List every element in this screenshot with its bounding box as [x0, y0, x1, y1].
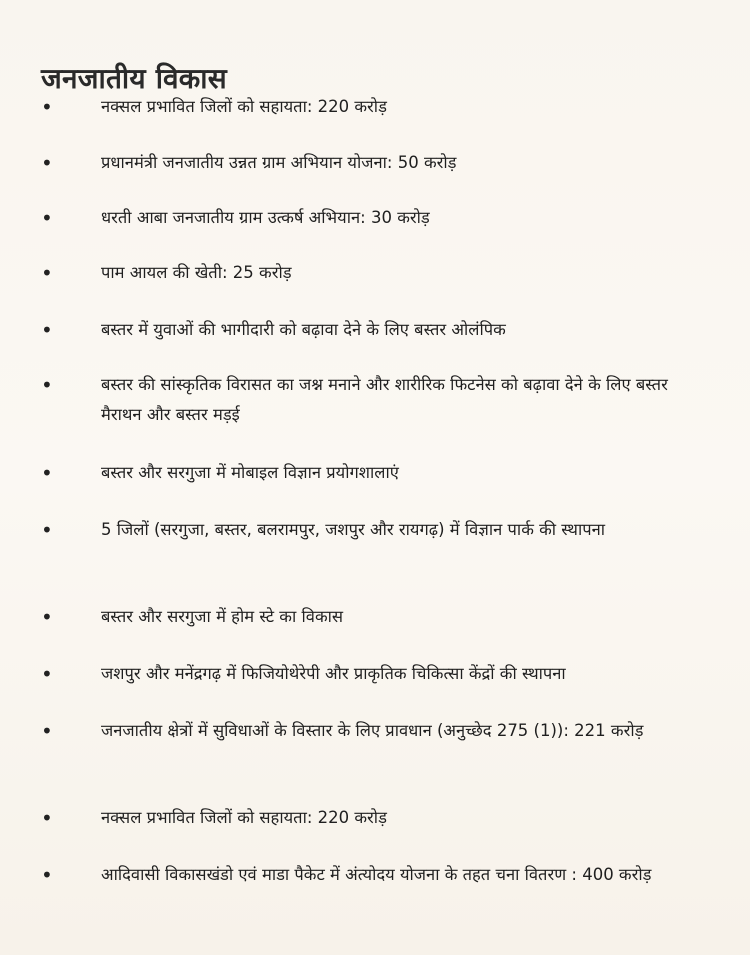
list-item-text: बस्तर की सांस्कृतिक विरासत का जश्न मनाने और शारीरिक फिटनेस को बढ़ावा देने के लिए बस्तर मैराथन और बस्तर मड़ई [101, 375, 668, 424]
list-item-text: बस्तर और सरगुजा में मोबाइल विज्ञान प्रयोगशालाएं [101, 463, 399, 482]
list-item-text: बस्तर और सरगुजा में होम स्टे का विकास [101, 607, 344, 626]
bullet-icon: • [41, 95, 53, 119]
bullet-icon: • [41, 806, 53, 830]
bullet-icon: • [41, 662, 53, 686]
bullet-icon: • [41, 261, 53, 285]
list-item-text: बस्तर में युवाओं की भागीदारी को बढ़ावा देने के लिए बस्तर ओलंपिक [101, 320, 506, 339]
list-item-text: धरती आबा जनजातीय ग्राम उत्कर्ष अभियान: 30 करोड़ [101, 208, 430, 227]
bullet-icon: • [41, 719, 53, 743]
list-item-text: आदिवासी विकासखंडो एवं माडा पैकेट में अंत्योदय योजना के तहत चना वितरण : 400 करोड़ [101, 865, 652, 884]
bullet-icon: • [41, 373, 53, 397]
list-item-text: जशपुर और मनेंद्रगढ़ में फिजियोथेरेपी और प्राकृतिक चिकित्सा केंद्रों की स्थापना [101, 664, 566, 683]
list-item-text: पाम आयल की खेती: 25 करोड़ [101, 263, 292, 282]
bullet-icon: • [41, 863, 53, 887]
bullet-icon: • [41, 151, 53, 175]
bullet-icon: • [41, 605, 53, 629]
list-item-text: 5 जिलों (सरगुजा, बस्तर, बलरामपुर, जशपुर और रायगढ़) में विज्ञान पार्क की स्थापना [101, 520, 606, 539]
bullet-icon: • [41, 461, 53, 485]
list-item-text: प्रधानमंत्री जनजातीय उन्नत ग्राम अभियान योजना: 50 करोड़ [101, 153, 457, 172]
bullet-icon: • [41, 206, 53, 230]
list-item-text: जनजातीय क्षेत्रों में सुविधाओं के विस्तार के लिए प्रावधान (अनुच्छेद 275 (1)): 221 करोड़ [101, 721, 644, 740]
bullet-icon: • [41, 318, 53, 342]
page-title: जनजातीय विकास [41, 61, 227, 95]
list-item-text: नक्सल प्रभावित जिलों को सहायता: 220 करोड़ [101, 97, 387, 116]
bullet-icon: • [41, 518, 53, 542]
list-item-text: नक्सल प्रभावित जिलों को सहायता: 220 करोड़ [101, 808, 387, 827]
